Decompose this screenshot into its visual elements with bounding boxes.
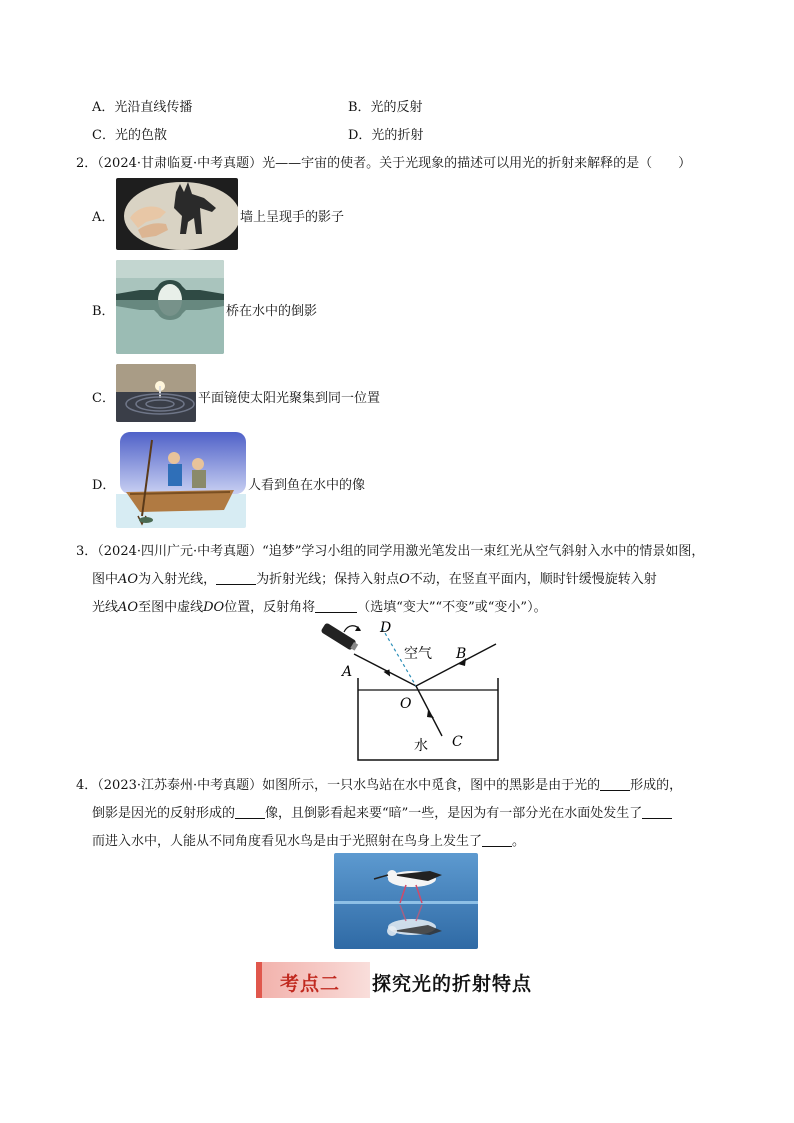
q2-option-b-text: 桥在水中的倒影 — [226, 304, 318, 319]
laser-pen-icon — [320, 622, 359, 652]
answer-blank[interactable] — [235, 806, 265, 819]
section-label: 考点二 — [280, 973, 341, 995]
label-a: A — [342, 664, 353, 680]
label-b: B — [456, 646, 467, 662]
bridge-reflection-image — [116, 260, 224, 354]
q4-line2: 倒影是因光的反射形成的 像，且倒影看起来要“暗”一些，是因为有一部分光在水面处发生了 — [92, 802, 672, 821]
label-o: O — [400, 696, 412, 712]
label-water: 水 — [414, 738, 428, 754]
q1-option-b: B．光的反射 — [348, 100, 423, 115]
q2-option-b-letter: B． — [92, 304, 115, 319]
label-air: 空气 — [404, 646, 432, 662]
q2-option-a-text: 墙上呈现手的影子 — [240, 210, 345, 225]
answer-blank[interactable] — [642, 806, 672, 819]
q2-option-c-text: 平面镜使太阳光聚集到同一位置 — [198, 391, 381, 406]
q2-option-d-text: 人看到鱼在水中的像 — [248, 478, 366, 493]
hand-shadow-image — [116, 178, 238, 250]
q2-option-c-letter: C． — [92, 391, 115, 406]
q3-line2: 图中AO为入射光线， 为折射光线；保持入射点O不动，在竖直平面内，顺时针缓慢旋转入射 — [92, 572, 657, 587]
section-title: 探究光的折射特点 — [372, 973, 533, 995]
q4-line1: 4．（2023·江苏泰州·中考真题）如图所示，一只水鸟站在水中觅食，图中的黑影是由于光的 形成的， — [76, 778, 683, 793]
solar-mirror-image — [116, 364, 196, 422]
answer-blank[interactable] — [482, 834, 512, 847]
fisherman-image — [116, 432, 246, 528]
water-bird-image — [334, 853, 478, 949]
refracted-ray-oc — [416, 686, 442, 736]
q4-line3: 而进入水中，人能从不同角度看见水鸟是由于光照射在鸟身上发生了 。 — [92, 834, 526, 849]
answer-blank[interactable] — [600, 778, 630, 791]
answer-blank[interactable] — [315, 600, 357, 613]
label-d: D — [380, 620, 392, 636]
q2-option-a-letter: A． — [92, 210, 115, 225]
q2-stem: 2．（2024·甘肃临夏·中考真题）光——宇宙的使者。关于光现象的描述可以用光的折射来解释的是（ ） — [76, 156, 692, 171]
refraction-diagram — [300, 614, 520, 764]
label-c: C — [452, 734, 463, 750]
q2-option-d-letter: D． — [92, 478, 116, 493]
q3-line1: 3．（2024·四川广元·中考真题）“追梦”学习小组的同学用激光笔发出一束红光从空气斜射入水中的情景如图， — [76, 544, 705, 559]
q1-option-d: D．光的折射 — [348, 128, 424, 143]
q3-line3: 光线AO至图中虚线DO位置，反射角将 （选填“变大”“不变”或“变小”）。 — [92, 600, 547, 615]
q1-option-a: A．光沿直线传播 — [92, 100, 193, 115]
q1-option-c: C．光的色散 — [92, 128, 167, 143]
answer-blank[interactable] — [216, 572, 256, 585]
